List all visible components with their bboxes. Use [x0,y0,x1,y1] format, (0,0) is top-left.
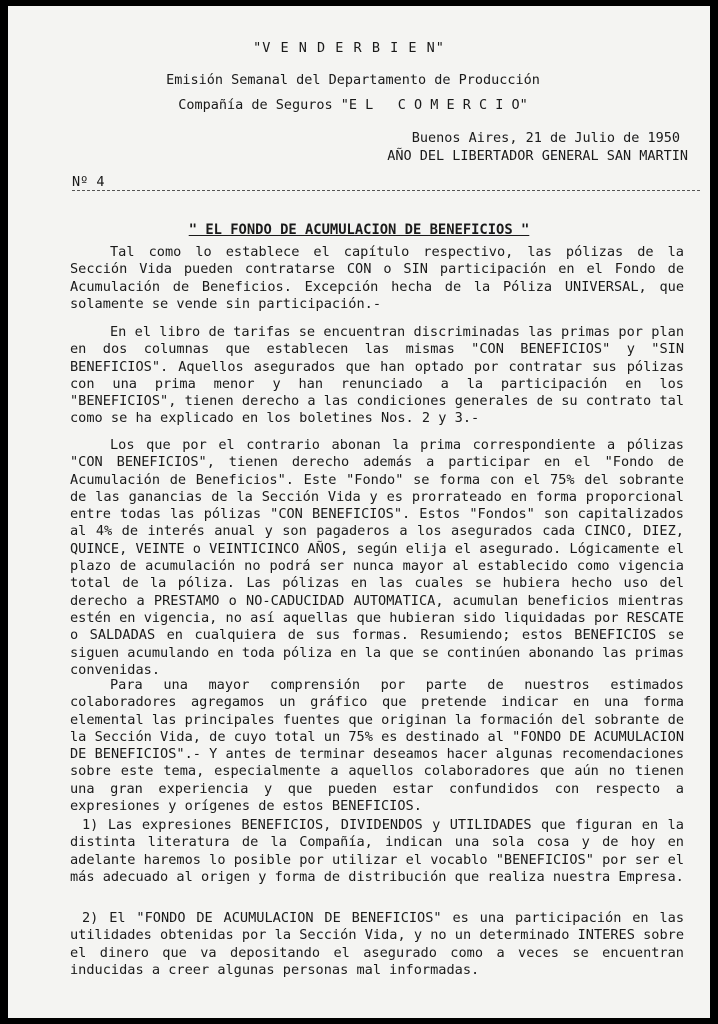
header-divider [72,190,700,191]
year-motto: AÑO DEL LIBERTADOR GENERAL SAN MARTIN [387,148,688,164]
recommendation-2: 2) El "FONDO DE ACUMULACION DE BENEFICIOS" es una participación en las utilidades obtenidas por la Sección Vida, y no un determinado INTERES sobre el dinero que va depositando el asegurado como a veces se encuentran inducidas a creer algunas personas mal informadas. [70,910,684,978]
article-title [8,222,710,238]
publication-name: "V E N D E R B I E N" [253,40,445,56]
document-page [8,6,710,1018]
paragraph-1: Tal como lo establece el capítulo respectivo, las pólizas de la Sección Vida pueden contratarse CON o SIN participación en el Fondo de Acumulación de Beneficios. Excepción hecha de la Póliza UNIVERSAL, que solamente se vende sin participación.- [70,244,684,312]
paragraph-4: Para una mayor comprensión por parte de nuestros estimados colaboradores agregamos un gráfico que pretende indicar en una forma elemental las principales fuentes que originan la formación del sobrante de la Sección Vida, de cuyo total un 75% es destinado al "FONDO DE ACUMULACION DE BENEFICIOS".- Y antes de terminar deseamos hacer algunas recomendaciones sobre este tema, especialmente a aquellos colaboradores que aún no tienen una gran experiencia y que pueden estar confundidos con respecto a expresiones y orígenes de estos BENEFICIOS. [70,677,684,815]
company-name: Compañía de Seguros "E L C O M E R C I O" [178,97,528,113]
recommendation-1: 1) Las expresiones BENEFICIOS, DIVIDENDOS y UTILIDADES que figuran en la distinta literatura de la Compañía, indican una sola cosa y de hoy en adelante haremos lo posible por utilizar el vocablo "BENEFICIOS" por ser el más adecuado al origen y forma de distribución que realiza nuestra Empresa. [70,817,684,885]
document-date: Buenos Aires, 21 de Julio de 1950 [411,130,680,146]
issue-number: Nº 4 [72,174,105,190]
paragraph-3: Los que por el contrario abonan la prima correspondiente a pólizas "CON BENEFICIOS", tienen derecho además a participar en el "Fondo de Acumulación de Beneficios". Este "Fondo" se forma con el 75% del sobrante de las ganancias de la Sección Vida y es prorrateado en forma proporcional entre todas las pólizas "CON BENEFICIOS". Estos "Fondos" son capitalizados al 4% de interés anual y son pagaderos a los asegurados cada CINCO, DIEZ, QUINCE, VEINTE o VEINTICINCO AÑOS, según elija el asegurado. Lógicamente el plazo de acumulación no podrá ser nunca mayor al establecido como vigencia total de la póliza. Las pólizas en las cuales se hubiera hecho uso del derecho a PRESTAMO o NO-CADUCIDAD AUTOMATICA, acumulan beneficios mientras estén en vigencia, no así aquellas que hubieran sido liquidadas por RESCATE o SALDADAS en cualquiera de sus formas. Resumiendo; estos BENEFICIOS se siguen acumulando en toda póliza en la que se continúen abonando las primas convenidas. [70,437,684,678]
publication-subtitle: Emisión Semanal del Departamento de Producción [166,72,540,88]
article-title-text: " EL FONDO DE ACUMULACION DE BENEFICIOS " [188,222,530,238]
paragraph-2: En el libro de tarifas se encuentran discriminadas las primas por plan en dos columnas que establecen las mismas "CON BENEFICIOS" y "SIN BENEFICIOS". Aquellos asegurados que han optado por contratar sus pólizas con una prima menor y han renunciado a la participación en los "BENEFICIOS", tienen derecho a las condiciones generales de su contrato tal como se ha explicado en los boletines Nos. 2 y 3.- [70,324,684,427]
